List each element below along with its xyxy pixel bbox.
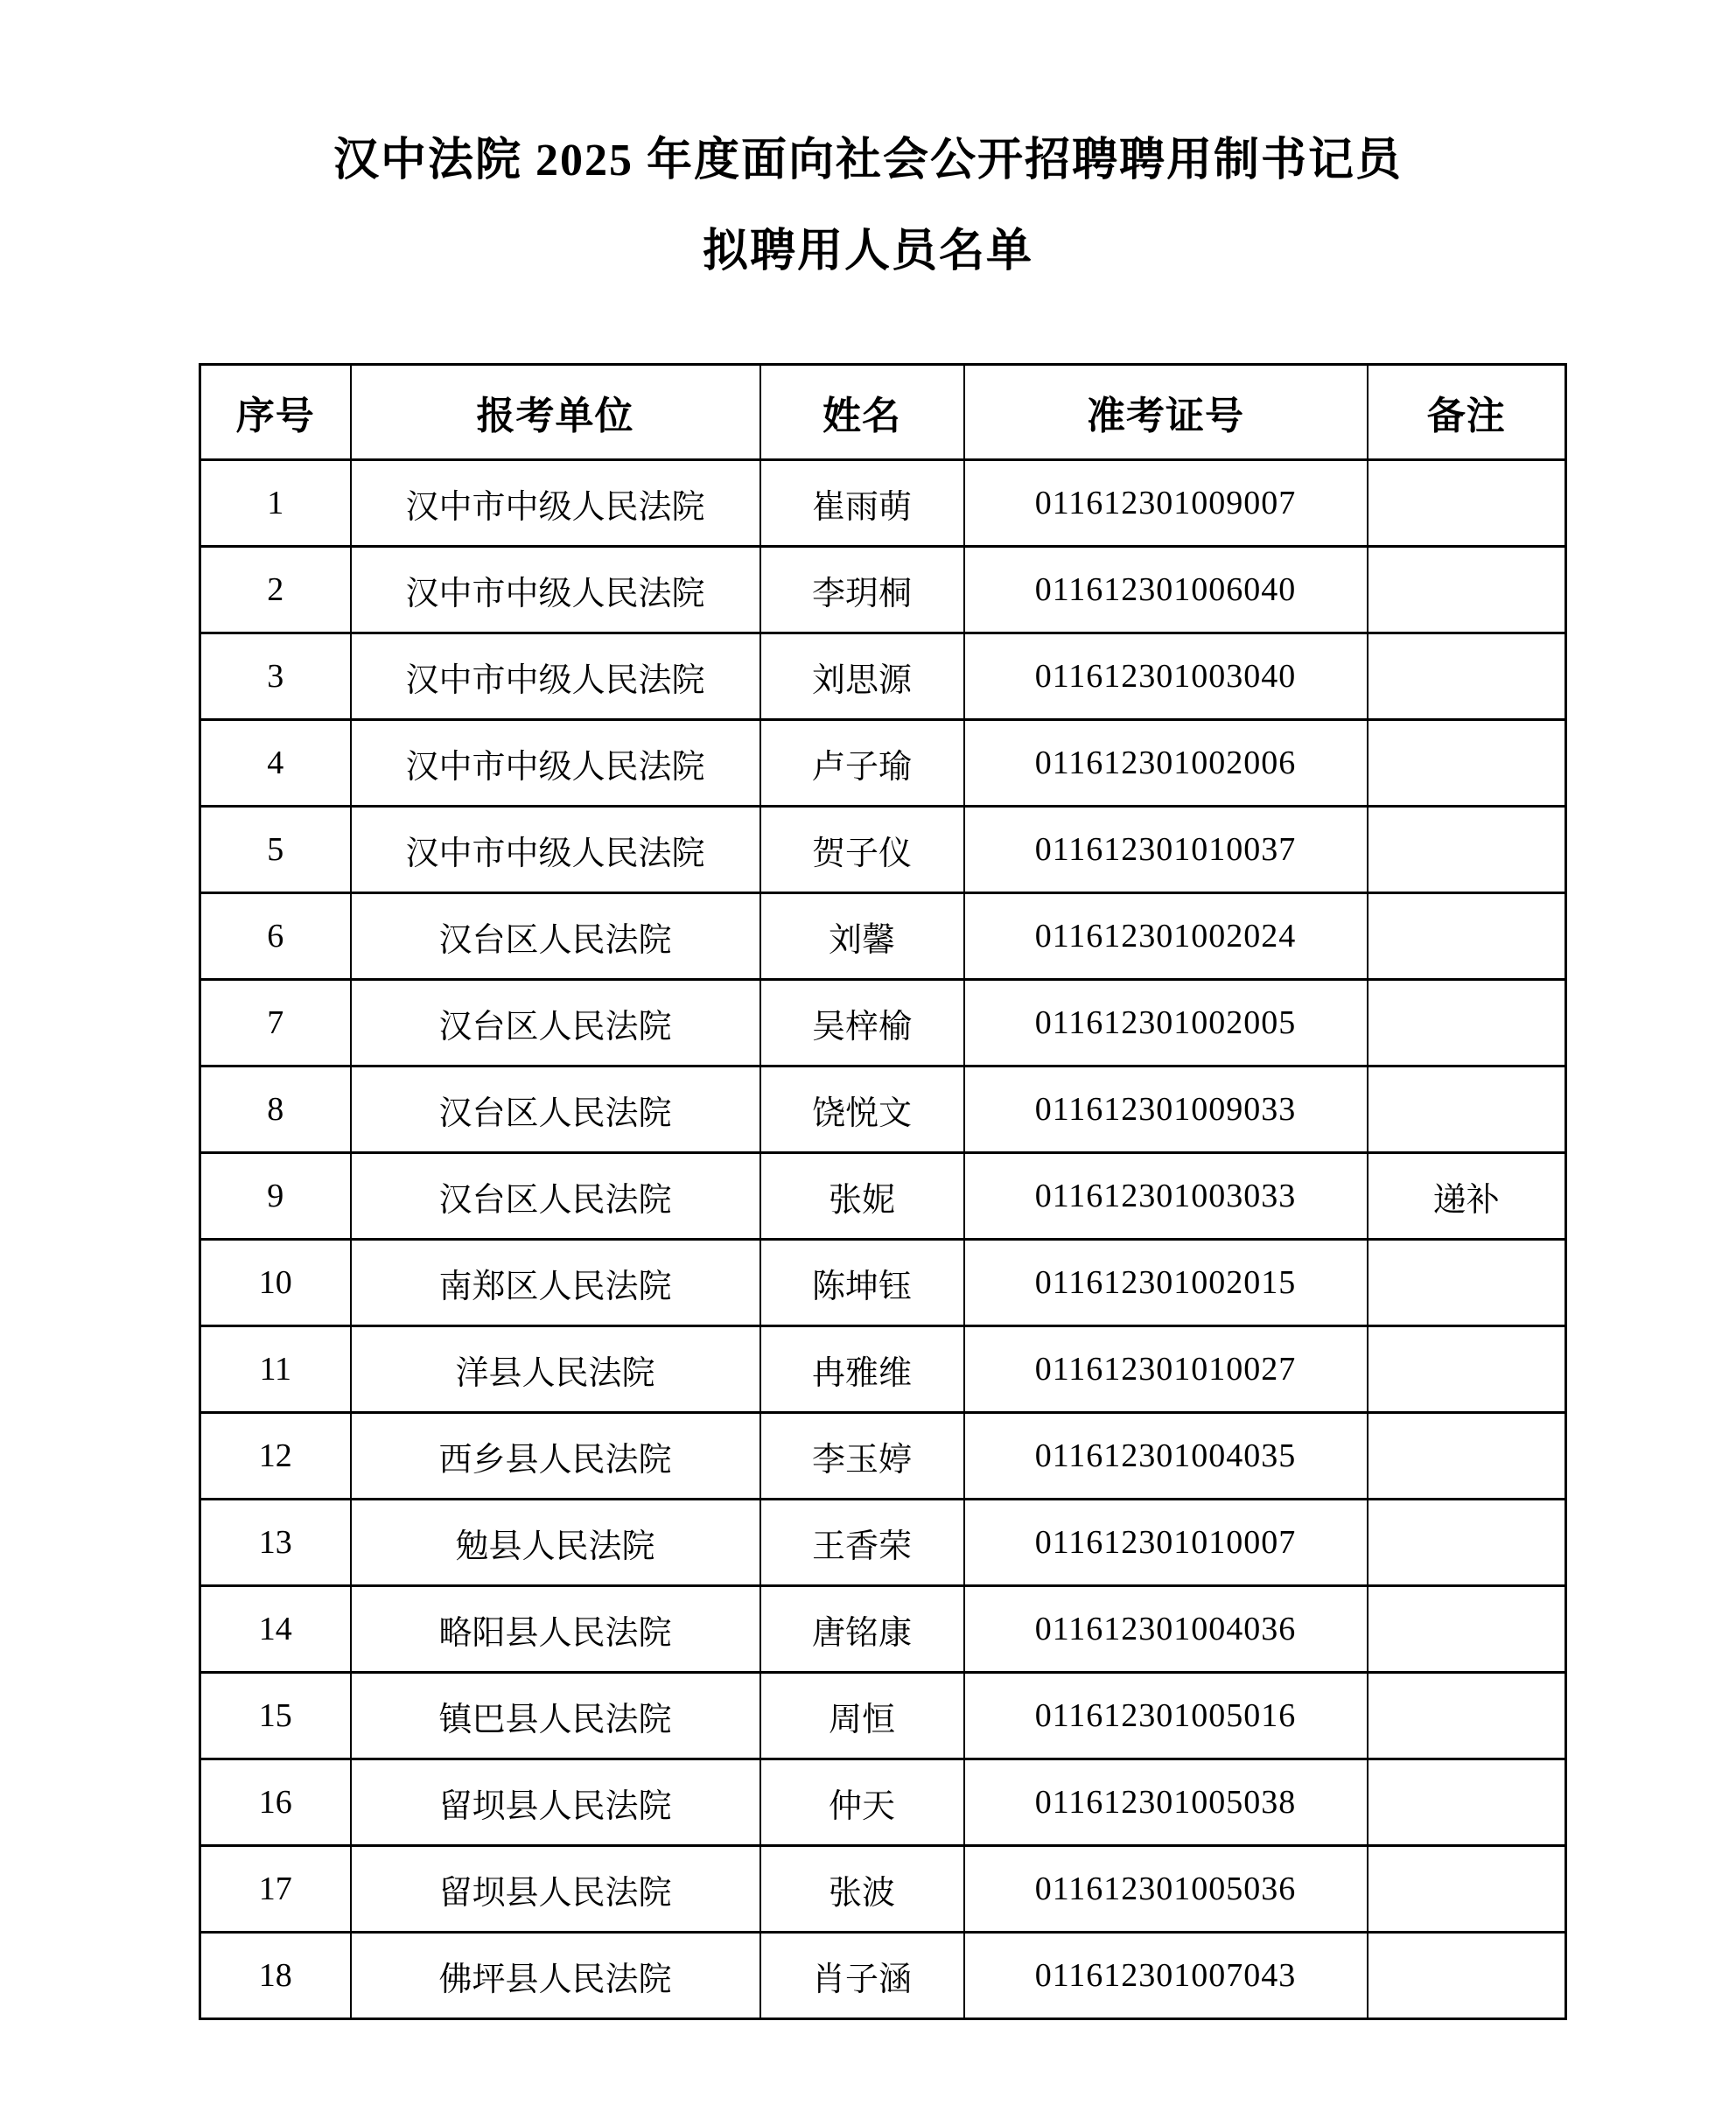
cell-name: 刘馨 <box>760 893 964 980</box>
cell-name: 吴梓榆 <box>760 980 964 1066</box>
cell-unit: 汉台区人民法院 <box>351 1066 760 1153</box>
document-subtitle: 拟聘用人员名单 <box>702 227 1033 276</box>
cell-ticket: 011612301004035 <box>964 1413 1368 1500</box>
cell-name: 冉雅维 <box>760 1326 964 1413</box>
cell-ticket: 011612301007043 <box>964 1933 1368 2019</box>
cell-name: 李玥桐 <box>760 547 964 633</box>
cell-no: 7 <box>200 980 351 1066</box>
col-header-no: 序号 <box>200 365 351 460</box>
cell-ticket: 011612301005016 <box>964 1673 1368 1759</box>
cell-ticket: 011612301009033 <box>964 1066 1368 1153</box>
cell-ticket: 011612301002015 <box>964 1240 1368 1326</box>
table-row <box>200 460 1566 547</box>
cell-ticket: 011612301009007 <box>964 460 1368 547</box>
cell-unit: 洋县人民法院 <box>351 1326 760 1413</box>
col-header-remark: 备注 <box>1368 365 1566 460</box>
cell-unit: 汉中市中级人民法院 <box>351 720 760 807</box>
table-row <box>200 1586 1566 1673</box>
table-row <box>200 807 1566 893</box>
cell-no: 15 <box>200 1673 351 1759</box>
cell-no: 13 <box>200 1500 351 1586</box>
cell-name: 王香荣 <box>760 1500 964 1586</box>
cell-unit: 汉中市中级人民法院 <box>351 460 760 547</box>
header-row <box>200 365 1566 460</box>
cell-no: 4 <box>200 720 351 807</box>
table-row <box>200 1240 1566 1326</box>
cell-remark <box>1368 720 1566 807</box>
cell-unit: 汉中市中级人民法院 <box>351 633 760 720</box>
cell-name: 张妮 <box>760 1153 964 1240</box>
cell-ticket: 011612301002024 <box>964 893 1368 980</box>
cell-remark <box>1368 1413 1566 1500</box>
cell-no: 10 <box>200 1240 351 1326</box>
cell-remark <box>1368 633 1566 720</box>
cell-ticket: 011612301002006 <box>964 720 1368 807</box>
table-row <box>200 1153 1566 1240</box>
cell-no: 17 <box>200 1846 351 1933</box>
cell-ticket: 011612301010037 <box>964 807 1368 893</box>
cell-ticket: 011612301003033 <box>964 1153 1368 1240</box>
document-title: 汉中法院 2025 年度面向社会公开招聘聘用制书记员 <box>332 136 1403 185</box>
cell-unit: 镇巴县人民法院 <box>351 1673 760 1759</box>
cell-unit: 汉中市中级人民法院 <box>351 547 760 633</box>
table-row <box>200 893 1566 980</box>
cell-no: 2 <box>200 547 351 633</box>
cell-no: 3 <box>200 633 351 720</box>
cell-no: 14 <box>200 1586 351 1673</box>
cell-remark <box>1368 460 1566 547</box>
cell-no: 12 <box>200 1413 351 1500</box>
cell-no: 16 <box>200 1759 351 1846</box>
cell-unit: 勉县人民法院 <box>351 1500 760 1586</box>
personnel-table <box>199 363 1567 2020</box>
cell-name: 张波 <box>760 1846 964 1933</box>
table-row <box>200 1846 1566 1933</box>
cell-unit: 西乡县人民法院 <box>351 1413 760 1500</box>
table-row <box>200 1933 1566 2019</box>
cell-name: 陈坤钰 <box>760 1240 964 1326</box>
cell-no: 18 <box>200 1933 351 2019</box>
cell-no: 6 <box>200 893 351 980</box>
cell-no: 8 <box>200 1066 351 1153</box>
cell-remark <box>1368 1673 1566 1759</box>
col-header-name: 姓名 <box>760 365 964 460</box>
table-row <box>200 633 1566 720</box>
cell-ticket: 011612301005036 <box>964 1846 1368 1933</box>
cell-remark <box>1368 1066 1566 1153</box>
cell-no: 5 <box>200 807 351 893</box>
cell-remark <box>1368 980 1566 1066</box>
cell-unit: 留坝县人民法院 <box>351 1846 760 1933</box>
cell-remark <box>1368 547 1566 633</box>
cell-remark <box>1368 1326 1566 1413</box>
cell-name: 刘思源 <box>760 633 964 720</box>
cell-remark: 递补 <box>1368 1153 1566 1240</box>
cell-name: 仲天 <box>760 1759 964 1846</box>
cell-unit: 佛坪县人民法院 <box>351 1933 760 2019</box>
cell-unit: 汉中市中级人民法院 <box>351 807 760 893</box>
cell-unit: 留坝县人民法院 <box>351 1759 760 1846</box>
cell-name: 周恒 <box>760 1673 964 1759</box>
table-row <box>200 547 1566 633</box>
cell-unit: 南郑区人民法院 <box>351 1240 760 1326</box>
cell-no: 11 <box>200 1326 351 1413</box>
table-row <box>200 980 1566 1066</box>
cell-remark <box>1368 807 1566 893</box>
cell-name: 李玉婷 <box>760 1413 964 1500</box>
cell-remark <box>1368 1240 1566 1326</box>
col-header-ticket: 准考证号 <box>964 365 1368 460</box>
cell-ticket: 011612301004036 <box>964 1586 1368 1673</box>
cell-no: 9 <box>200 1153 351 1240</box>
cell-unit: 略阳县人民法院 <box>351 1586 760 1673</box>
cell-name: 卢子瑜 <box>760 720 964 807</box>
cell-remark <box>1368 1759 1566 1846</box>
cell-name: 贺子仪 <box>760 807 964 893</box>
cell-ticket: 011612301010007 <box>964 1500 1368 1586</box>
cell-remark <box>1368 1933 1566 2019</box>
cell-name: 肖子涵 <box>760 1933 964 2019</box>
cell-ticket: 011612301003040 <box>964 633 1368 720</box>
cell-ticket: 011612301010027 <box>964 1326 1368 1413</box>
col-header-unit: 报考单位 <box>351 365 760 460</box>
table-row <box>200 1673 1566 1759</box>
cell-unit: 汉台区人民法院 <box>351 1153 760 1240</box>
cell-name: 唐铭康 <box>760 1586 964 1673</box>
cell-name: 饶悦文 <box>760 1066 964 1153</box>
cell-ticket: 011612301005038 <box>964 1759 1368 1846</box>
cell-ticket: 011612301002005 <box>964 980 1368 1066</box>
table-row <box>200 1759 1566 1846</box>
cell-remark <box>1368 1586 1566 1673</box>
cell-name: 崔雨萌 <box>760 460 964 547</box>
cell-remark <box>1368 1846 1566 1933</box>
cell-unit: 汉台区人民法院 <box>351 893 760 980</box>
table-row <box>200 1500 1566 1586</box>
cell-no: 1 <box>200 460 351 547</box>
cell-remark <box>1368 893 1566 980</box>
table-row <box>200 1413 1566 1500</box>
cell-unit: 汉台区人民法院 <box>351 980 760 1066</box>
cell-remark <box>1368 1500 1566 1586</box>
cell-ticket: 011612301006040 <box>964 547 1368 633</box>
table-row <box>200 1066 1566 1153</box>
table-row <box>200 1326 1566 1413</box>
table-row <box>200 720 1566 807</box>
